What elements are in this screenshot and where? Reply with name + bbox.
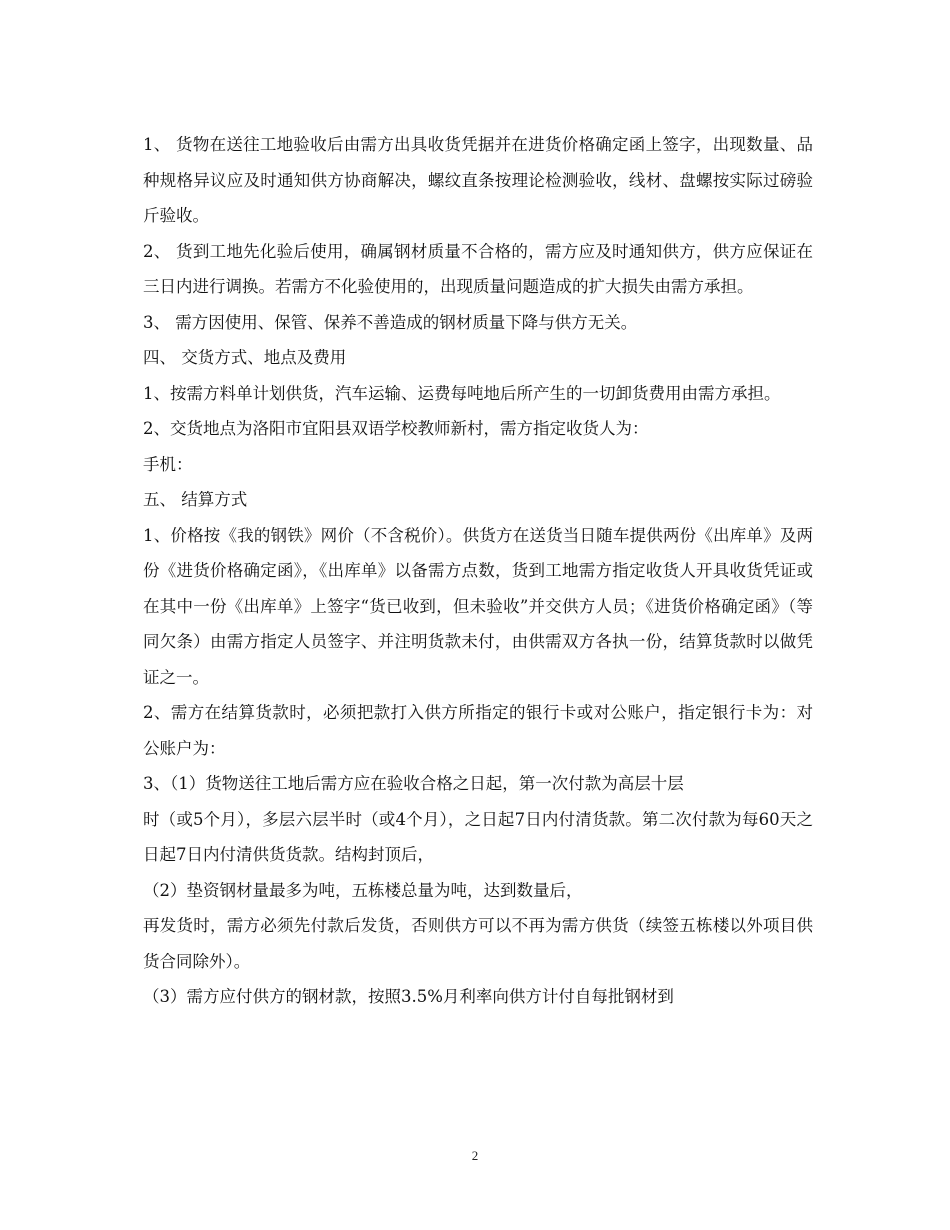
document-body — [143, 127, 813, 1015]
paragraph-bank-account: 2、需方在结算货款时，必须把款打入供方所指定的银行卡或对公账户，指定银行卡为：对公账户为： — [143, 703, 813, 758]
paragraph-payment-term-2-cont: 再发货时，需方必须先付款后发货，否则供方可以不再为需方供货（续签五栋楼以外项目供货合同除外）。 — [143, 916, 813, 971]
paragraph-payment-term-1: 3、（1）货物送往工地后需方应在验收合格之日起，第一次付款为高层十层 — [143, 774, 684, 793]
paragraph-delivery-location: 2、交货地点为洛阳市宜阳县双语学校教师新村，需方指定收货人为： — [143, 419, 649, 438]
paragraph-delivery-plan: 1、按需方料单计划供货，汽车运输、运费每吨地后所产生的一切卸货费用由需方承担。 — [143, 383, 781, 403]
paragraph-inspection-acceptance: 1、 货物在送往工地验收后由需方出具收货凭据并在进货价格确定函上签字，出现数量、品种规格异议应及时通知供方协商解决，螺纹直条按理论检测验收，线材、盘螺按实际过磅验斤验收。 — [143, 135, 813, 225]
paragraph-payment-term-1-cont: 时（或5个月），多层六层半时（或4个月），之日起7日内付清货款。第二次付款为每60天之日起7日内付清供货货款。结构封顶后， — [143, 809, 813, 864]
paragraph-pricing: 1、价格按《我的钢铁》网价（不含税价）。供货方在送货当日随车提供两份《出库单》及两份《进货价格确定函》，《出库单》以备需方点数，货到工地需方指定收货人开具收货凭证或在其中一份《出库单》上签字“货已收到，但未验收”并交供方人员；《进货价格确定函》（等同欠条）由需方指定人员签字、并注明货款未付，由供需双方各执一份，结算货款时以做凭证之一。 — [143, 525, 813, 687]
paragraph-quality-test: 2、 货到工地先化验后使用，确属钢材质量不合格的，需方应及时通知供方，供方应保证在三日内进行调换。若需方不化验使用的，出现质量问题造成的扩大损失由需方承担。 — [143, 241, 813, 296]
paragraph-payment-term-2: （2）垫资钢材量最多为吨，五栋楼总量为吨，达到数量后， — [143, 880, 583, 900]
paragraph-storage-liability: 3、 需方因使用、保管、保养不善造成的钢材质量下降与供方无关。 — [143, 312, 638, 332]
paragraph-mobile: 手机： — [143, 454, 193, 474]
section-heading-delivery: 四、 交货方式、地点及费用 — [143, 348, 347, 367]
page-number: 2 — [471, 1148, 479, 1163]
paragraph-payment-term-3: （3）需方应付供方的钢材款，按照3.5%月利率向供方计付自每批钢材到 — [143, 987, 674, 1006]
section-heading-settlement: 五、 结算方式 — [143, 490, 248, 509]
